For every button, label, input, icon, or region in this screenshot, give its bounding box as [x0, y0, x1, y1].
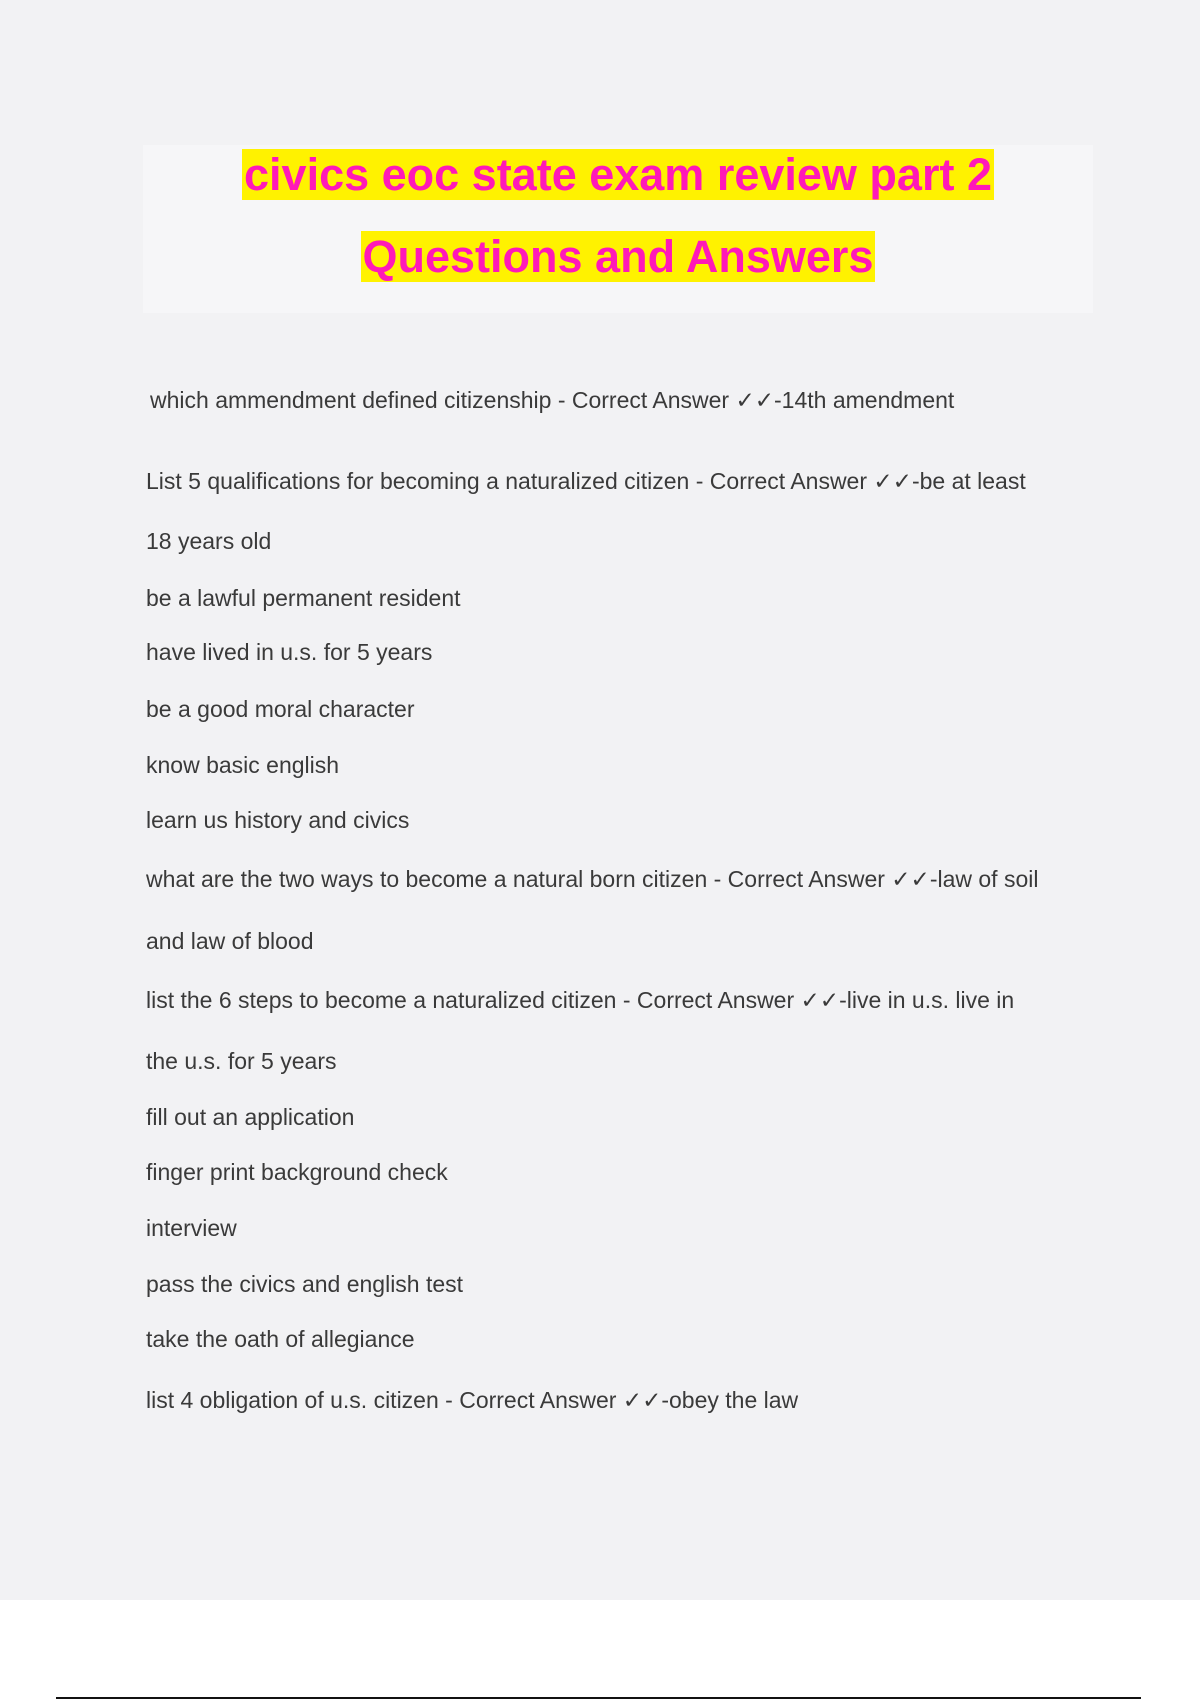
qa-line: learn us history and civics [146, 807, 410, 833]
qa-line: the u.s. for 5 years [146, 1048, 337, 1074]
qa-line: take the oath of allegiance [146, 1326, 415, 1352]
qa-line: be a good moral character [146, 696, 415, 722]
qa-line: be a lawful permanent resident [146, 585, 461, 611]
qa-line: pass the civics and english test [146, 1271, 464, 1297]
qa-line: have lived in u.s. for 5 years [146, 639, 433, 665]
title-block [143, 145, 1093, 313]
qa-line: List 5 qualifications for becoming a naturalized citizen - Correct Answer ✓✓-be at least [146, 468, 1026, 494]
title-line-2 [143, 229, 1093, 285]
qa-line: interview [146, 1215, 237, 1241]
qa-line: which ammendment defined citizenship - Correct Answer ✓✓-14th amendment [150, 387, 955, 413]
qa-line: 18 years old [146, 528, 272, 554]
bottom-divider [56, 1697, 1141, 1699]
title-line-1 [143, 147, 1093, 203]
qa-line: list the 6 steps to become a naturalized citizen - Correct Answer ✓✓-live in u.s. live in [146, 987, 1015, 1013]
qa-line: finger print background check [146, 1159, 448, 1185]
qa-line: and law of blood [146, 928, 314, 954]
qa-line: what are the two ways to become a natural born citizen - Correct Answer ✓✓-law of soil [146, 866, 1039, 892]
qa-line: list 4 obligation of u.s. citizen - Correct Answer ✓✓-obey the law [146, 1387, 799, 1413]
qa-line: know basic english [146, 752, 340, 778]
title-text-2: Questions and Answers [362, 231, 874, 282]
title-text-1: civics eoc state exam review part 2 [244, 149, 992, 200]
qa-line: fill out an application [146, 1104, 355, 1130]
